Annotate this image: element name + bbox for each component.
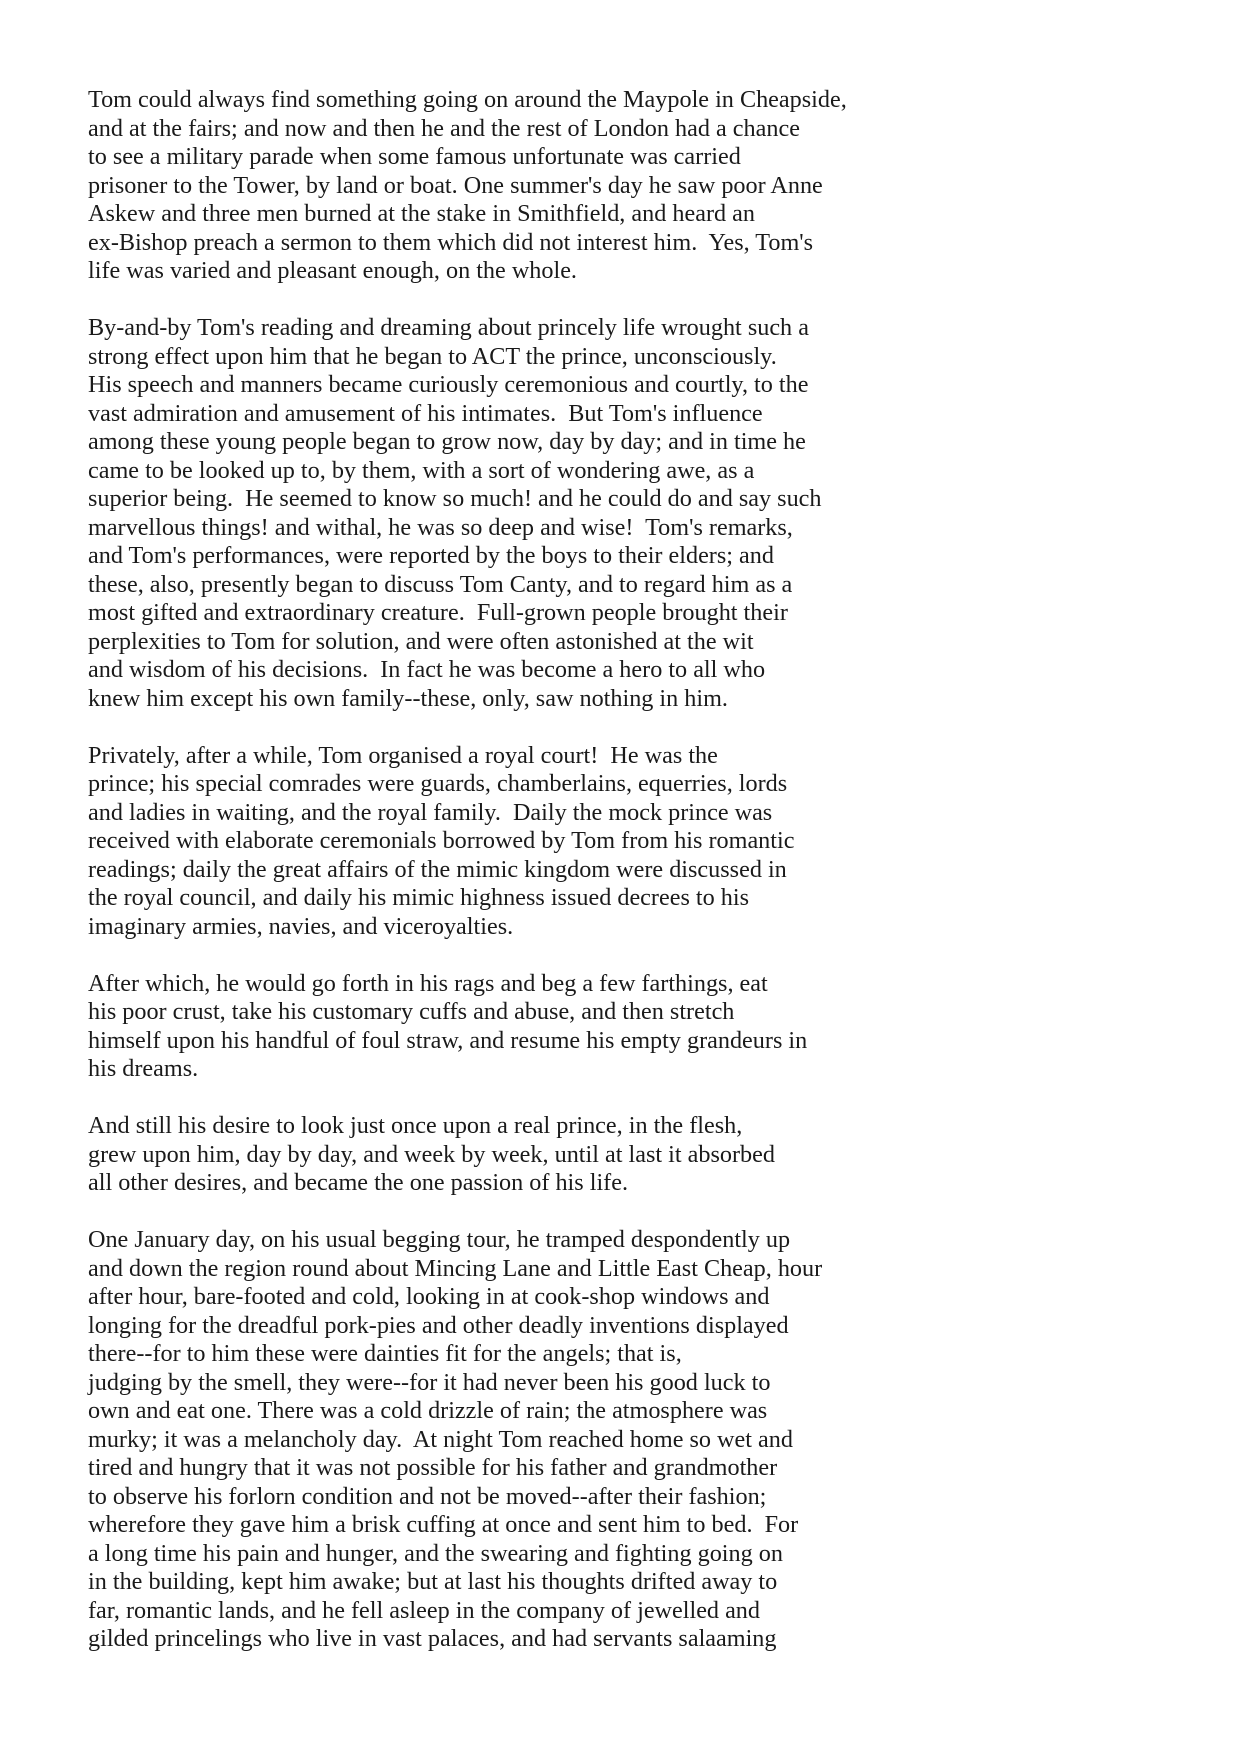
text-line: and ladies in waiting, and the royal family. Daily the mock prince was xyxy=(88,798,773,826)
text-line: and down the region round about Mincing Lane and Little East Cheap, hour xyxy=(88,1254,823,1282)
text-line: after hour, bare-footed and cold, looking in at cook-shop windows and xyxy=(88,1283,770,1310)
text-line: received with elaborate ceremonials borrowed by Tom from his romantic xyxy=(88,827,795,854)
text-line: His speech and manners became curiously ceremonious and courtly, to the xyxy=(88,371,809,398)
text-line: among these young people began to grow now, day by day; and in time he xyxy=(88,428,806,455)
text-line: and Tom's performances, were reported by the boys to their elders; and xyxy=(88,542,774,569)
text-line: By-and-by Tom's reading and dreaming about princely life wrought such a xyxy=(88,314,809,341)
text-line: grew upon him, day by day, and week by week, until at last it absorbed xyxy=(88,1140,775,1168)
text-line: Privately, after a while, Tom organised a royal court! He was the xyxy=(88,741,718,769)
paragraph xyxy=(88,86,1148,286)
paragraph xyxy=(88,1226,1148,1654)
text-line: came to be looked up to, by them, with a sort of wondering awe, as a xyxy=(88,456,755,484)
text-line: Askew and three men burned at the stake in Smithfield, and heard an xyxy=(88,200,755,227)
text-line: gilded princelings who live in vast palaces, and had servants salaaming xyxy=(88,1625,777,1652)
text-line: vast admiration and amusement of his intimates. But Tom's influence xyxy=(88,399,763,427)
text-line: strong effect upon him that he began to ACT the prince, unconsciously. xyxy=(88,342,777,370)
text-line: prince; his special comrades were guards, chamberlains, equerries, lords xyxy=(88,770,788,797)
text-line: perplexities to Tom for solution, and were often astonished at the wit xyxy=(88,627,754,655)
text-line: and wisdom of his decisions. In fact he was become a hero to all who xyxy=(88,656,766,683)
text-line: there--for to him these were dainties fit for the angels; that is, xyxy=(88,1340,682,1367)
text-line: to see a military parade when some famous unfortunate was carried xyxy=(88,143,741,170)
text-line: these, also, presently began to discuss Tom Canty, and to regard him as a xyxy=(88,570,793,598)
text-line: the royal council, and daily his mimic highness issued decrees to his xyxy=(88,884,749,911)
text-line: superior being. He seemed to know so much! and he could do and say such xyxy=(88,485,822,512)
text-line: wherefore they gave him a brisk cuffing at once and sent him to bed. For xyxy=(88,1511,799,1538)
text-line: imaginary armies, navies, and viceroyalties. xyxy=(88,912,514,940)
text-line: And still his desire to look just once upon a real prince, in the flesh, xyxy=(88,1112,743,1139)
text-line: far, romantic lands, and he fell asleep in the company of jewelled and xyxy=(88,1596,760,1624)
text-line: and at the fairs; and now and then he and the rest of London had a chance xyxy=(88,114,800,142)
text-line: himself upon his handful of foul straw, and resume his empty grandeurs in xyxy=(88,1026,808,1054)
text-line: his poor crust, take his customary cuffs and abuse, and then stretch xyxy=(88,998,735,1025)
text-line: a long time his pain and hunger, and the swearing and fighting going on xyxy=(88,1539,783,1567)
text-line: all other desires, and became the one passion of his life. xyxy=(88,1169,629,1196)
text-line: ex-Bishop preach a sermon to them which did not interest him. Yes, Tom's xyxy=(88,228,814,256)
text-line: most gifted and extraordinary creature. Full-grown people brought their xyxy=(88,599,788,626)
text-line: knew him except his own family--these, only, saw nothing in him. xyxy=(88,684,728,712)
document-body xyxy=(88,86,1148,1682)
text-line: longing for the dreadful pork-pies and other deadly inventions displayed xyxy=(88,1311,789,1339)
paragraph xyxy=(88,970,1148,1084)
text-line: tired and hungry that it was not possible for his father and grandmother xyxy=(88,1454,778,1481)
text-line: murky; it was a melancholy day. At night Tom reached home so wet and xyxy=(88,1425,793,1453)
text-line: to observe his forlorn condition and not be moved--after their fashion; xyxy=(88,1482,767,1510)
text-line: his dreams. xyxy=(88,1055,199,1082)
paragraph xyxy=(88,1112,1148,1198)
text-line: Tom could always find something going on around the Maypole in Cheapside, xyxy=(88,86,847,113)
text-line: in the building, kept him awake; but at last his thoughts drifted away to xyxy=(88,1568,778,1595)
text-line: readings; daily the great affairs of the mimic kingdom were discussed in xyxy=(88,855,787,883)
text-line: own and eat one. There was a cold drizzle of rain; the atmosphere was xyxy=(88,1397,768,1424)
paragraph xyxy=(88,314,1148,713)
text-line: judging by the smell, they were--for it had never been his good luck to xyxy=(88,1368,771,1396)
text-line: marvellous things! and withal, he was so deep and wise! Tom's remarks, xyxy=(88,513,793,541)
text-line: prisoner to the Tower, by land or boat. One summer's day he saw poor Anne xyxy=(88,171,823,199)
text-line: life was varied and pleasant enough, on the whole. xyxy=(88,257,577,284)
paragraph xyxy=(88,742,1148,942)
text-line: After which, he would go forth in his rags and beg a few farthings, eat xyxy=(88,969,768,997)
text-line: One January day, on his usual begging tour, he tramped despondently up xyxy=(88,1226,791,1253)
